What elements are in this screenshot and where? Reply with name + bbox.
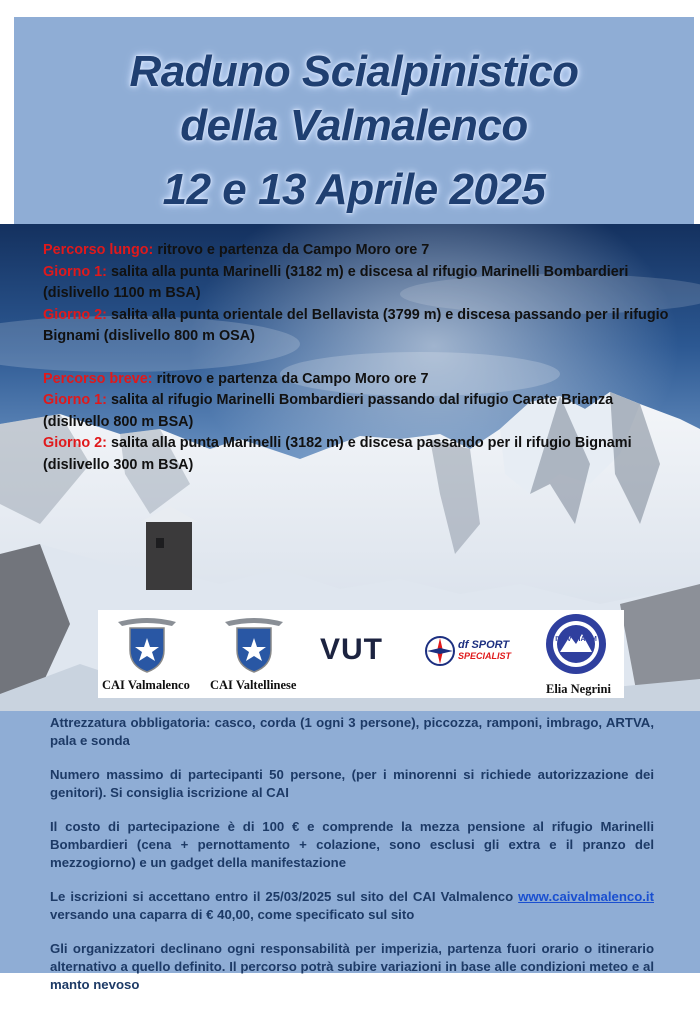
short-day2-text: salita alla punta Marinelli (3182 m) e discesa passando per il rifugio Bignami (dislivello 300 m BSA)	[43, 435, 632, 473]
short-route-day1	[43, 390, 673, 433]
route-spacer	[43, 348, 673, 369]
short-route-text: ritrovo e partenza da Campo Moro ore 7	[152, 370, 429, 387]
long-route-day2	[43, 305, 673, 348]
df-sport-compass-icon	[424, 635, 456, 667]
routes-block	[43, 240, 673, 476]
sponsor-logos-panel	[98, 610, 624, 698]
long-route-text: ritrovo e partenza da Campo Moro ore 7	[153, 242, 430, 258]
short-day1-text: salita al rifugio Marinelli Bombardieri passando dal rifugio Carate Brianza (dislivello 800 m BSA)	[43, 392, 614, 430]
cai-valmalenco-logo-icon	[116, 616, 178, 674]
vut-logo: VUT	[320, 633, 383, 666]
info-text	[50, 714, 654, 1010]
disclaimer-paragraph: Gli organizzatori declinano ogni responsabilità per imperizia, partenza fuori orario o itinerario alternativo a quello definito. Il percorso potrà subire variazioni in base alle condizioni meteo e al manto nevoso	[50, 941, 654, 992]
long-day2-label: Giorno 2:	[43, 306, 107, 323]
title-date: 12 e 13 Aprile 2025	[162, 165, 546, 214]
short-day2-label: Giorno 2:	[43, 435, 107, 451]
caivalmalenco-link[interactable]: www.caivalmalenco.it	[518, 889, 654, 905]
long-route-day1	[43, 262, 673, 305]
registration-text-after: versando una caparra di € 40,00, come specificato sul sito	[50, 906, 415, 922]
long-route-intro	[43, 240, 673, 262]
header-banner	[14, 17, 694, 224]
long-day1-text: salita alla punta Marinelli (3182 m) e discesa al rifugio Marinelli Bombardieri (dislivello 1100 m BSA)	[43, 263, 629, 301]
ivbv-badge-text: IVBV UIAGM	[555, 636, 597, 643]
registration-paragraph	[50, 888, 654, 923]
title-line-1: Raduno Scialpinistico	[129, 47, 579, 96]
elia-negrini-caption: Elia Negrini	[546, 682, 611, 696]
cai-valtellinese-caption: CAI Valtellinese	[210, 678, 297, 692]
title-line-2: della Valmalenco	[180, 101, 528, 150]
cai-valtellinese-logo-icon	[223, 616, 285, 674]
df-specialist-wordmark: SPECIALIST	[458, 651, 512, 661]
ivbv-badge-icon	[544, 612, 608, 676]
cai-valmalenco-caption: CAI Valmalenco	[102, 678, 190, 692]
registration-text-before: Le iscrizioni si accettano entro il 25/03/2025 sul sito del CAI Valmalenco	[50, 889, 519, 905]
short-day1-label: Giorno 1:	[43, 392, 107, 408]
long-day2-text: salita alla punta orientale del Bellavista (3799 m) e discesa passando per il rifugio Bignami (dislivello 800 m OSA)	[43, 306, 669, 344]
equipment-paragraph: Attrezzatura obbligatoria: casco, corda (1 ogni 3 persone), piccozza, ramponi, imbrago, ARTVA, pala e sonda	[50, 715, 654, 748]
cost-paragraph: Il costo di partecipazione è di 100 € e comprende la mezza pensione al rifugio Marinelli Bombardieri (cena + pernottamento + colazione, sono esclusi gli extra e il pranzo del mezzogiorno) e un gadget della manifestazione	[50, 819, 654, 870]
long-day1-label: Giorno 1:	[43, 263, 107, 280]
short-route-label: Percorso breve:	[43, 370, 153, 387]
long-route-label: Percorso lungo:	[43, 242, 154, 258]
participants-paragraph: Numero massimo di partecipanti 50 persone, (per i minorenni si richiede autorizzazione dei genitori). Si consiglia iscrizione al CAI	[50, 767, 654, 800]
short-route-day2	[43, 433, 673, 476]
short-route-intro	[43, 369, 673, 391]
df-sport-wordmark: df SPORT	[458, 639, 510, 651]
